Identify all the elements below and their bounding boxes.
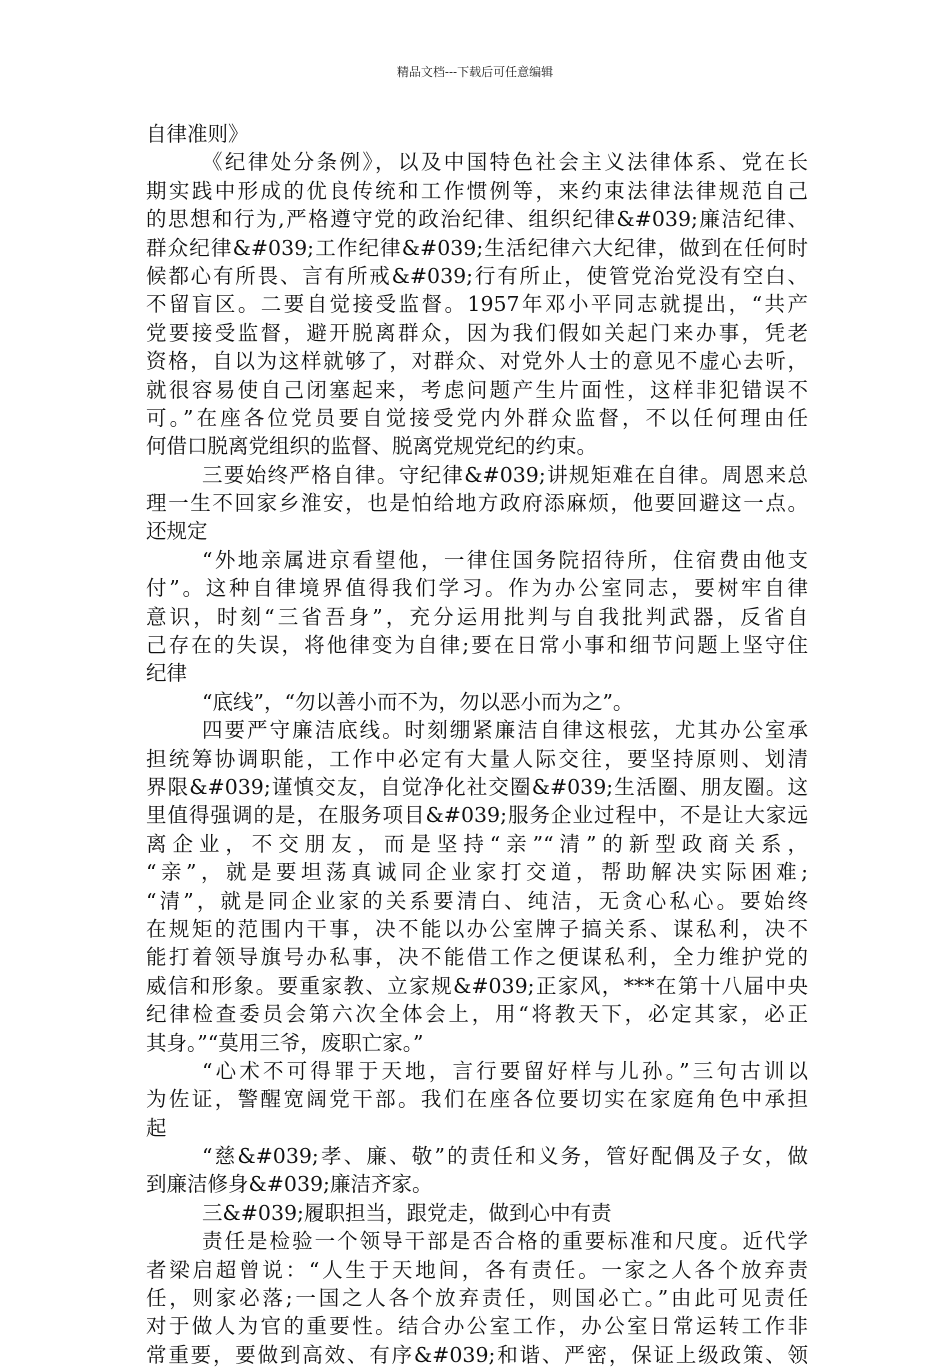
text-line: “清”，就是同企业家的关系要清白、纯洁，无贪心私心。要始终 [146, 888, 808, 913]
text-line: 责任是检验一个领导干部是否合格的重要标准和尺度。近代学 [202, 1229, 808, 1254]
text-line: 到廉洁修身&#039;廉洁齐家。 [146, 1172, 433, 1197]
text-line: “底线”，“勿以善小而不为，勿以恶小而为之”。 [202, 689, 634, 714]
text-line: 期实践中形成的优良传统和工作惯例等，来约束法律法律规范自己 [146, 178, 808, 203]
text-line: “外地亲属进京看望他，一律住国务院招待所，住宿费由他支 [202, 547, 808, 572]
text-line: 的思想和行为,严格遵守党的政治纪律、组织纪律&#039;廉洁纪律、 [146, 207, 808, 232]
text-line: 界限&#039;谨慎交友，自觉净化社交圈&#039;生活圈、朋友圈。这 [146, 774, 808, 799]
text-line: 意识，时刻“三省吾身”，充分运用批判与自我批判武器，反省自 [146, 604, 808, 629]
text-line: 威信和形象。要重家教、立家规&#039;正家风，***在第十八届中央 [146, 973, 808, 998]
text-line: 资格，自以为这样就够了，对群众、对党外人士的意见不虚心去听， [146, 349, 808, 374]
text-line: 《纪律处分条例》，以及中国特色社会主义法律体系、党在长 [202, 150, 808, 175]
text-line: 何借口脱离党组织的监督、脱离党规党纪的约束。 [146, 434, 597, 459]
text-line: 党要接受监督，避开脱离群众，因为我们假如关起门来办事，凭老 [146, 320, 808, 345]
text-line: 为佐证，警醒宽阔党干部。我们在座各位要切实在家庭角色中承担 [146, 1087, 808, 1112]
text-line: “慈&#039;孝、廉、敬”的责任和义务，管好配偶及子女，做 [202, 1144, 808, 1169]
text-line: 可。”在座各位党员要自觉接受党内外群众监督，不以任何理由任 [146, 405, 808, 430]
text-line: 离企业，不交朋友，而是坚持“亲”“清”的新型政商关系， [146, 831, 808, 856]
text-line: 者梁启超曾说：“人生于天地间，各有责任。一家之人各个放弃责 [146, 1257, 808, 1282]
text-line: 常重要，要做到高效、有序&#039;和谐、严密，保证上级政策、领 [146, 1342, 808, 1367]
text-line: 能打着领导旗号办私事，决不能借工作之便谋私利，全力维护党的 [146, 945, 808, 970]
text-line: 理一生不回家乡淮安，也是怕给地方政府添麻烦，他要回避这一点。 [146, 491, 808, 516]
text-line: 纪律检查委员会第六次全体会上，用“将教天下，必定其家，必正 [146, 1002, 808, 1027]
text-line: 不留盲区。二要自觉接受监督。1957年邓小平同志就提出，“共产 [146, 292, 808, 317]
page-header: 精品文档---下载后可任意编辑 [396, 65, 554, 79]
text-line: 三要始终严格自律。守纪律&#039;讲规矩难在自律。周恩来总 [202, 462, 808, 487]
text-line: 里值得强调的是，在服务项目&#039;服务企业过程中，不是让大家远 [146, 803, 808, 828]
text-line: 纪律 [146, 661, 187, 686]
text-line: 对于做人为官的重要性。结合办公室工作，办公室日常运转工作非 [146, 1314, 808, 1339]
text-line: 起 [146, 1115, 167, 1140]
text-line: 候都心有所畏、言有所戒&#039;行有所止，使管党治党没有空白、 [146, 263, 808, 288]
text-line: 己存在的失误，将他律变为自律;要在日常小事和细节问题上坚守住 [146, 633, 808, 658]
text-line: “心术不可得罪于天地，言行要留好样与儿孙。”三句古训以 [202, 1058, 808, 1083]
text-line: 任，则家必落;一国之人各个放弃责任，则国必亡。”由此可见责任 [146, 1286, 808, 1311]
document-body [146, 120, 808, 1369]
text-line: 三&#039;履职担当，跟党走，做到心中有责 [202, 1200, 612, 1225]
text-line: 其身。”“莫用三爷，废职亡家。” [146, 1030, 424, 1055]
text-line: 还规定 [146, 519, 208, 544]
text-line: “亲”，就是要坦荡真诚同企业家打交道，帮助解决实际困难; [146, 860, 808, 885]
text-line: 群众纪律&#039;工作纪律&#039;生活纪律六大纪律，做到在任何时 [146, 235, 808, 260]
text-line: 自律准则》 [146, 122, 249, 146]
text-line: 付”。这种自律境界值得我们学习。作为办公室同志，要树牢自律 [146, 576, 808, 601]
text-line: 四要严守廉洁底线。时刻绷紧廉洁自律这根弦，尤其办公室承 [202, 718, 808, 743]
text-line: 担统筹协调职能，工作中必定有大量人际交往，要坚持原则、划清 [146, 746, 808, 771]
text-line: 就很容易使自己闭塞起来，考虑问题产生片面性，这样非犯错误不 [146, 377, 808, 402]
text-line: 在规矩的范围内干事，决不能以办公室牌子搞关系、谋私利，决不 [146, 916, 808, 941]
